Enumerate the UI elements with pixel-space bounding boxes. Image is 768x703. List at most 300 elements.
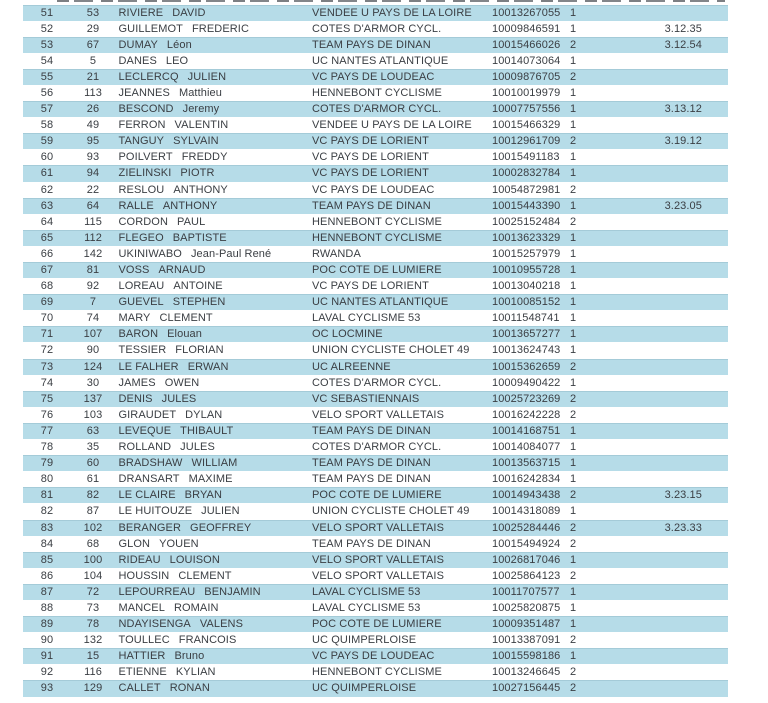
rider-name-cell [115,648,309,664]
rider-last-name: LE FALHER [118,360,179,373]
category-cell: 2 [570,634,577,647]
rank-cell: 63 [40,199,54,212]
rank-cell: 89 [40,618,54,631]
rider-first-name: GEOFFREY [190,521,252,534]
category-cell: 1 [570,119,577,132]
rank-cell: 84 [40,537,54,550]
category-cell: 1 [570,6,577,19]
license-number-cell: 10015598186 [492,650,561,663]
rider-first-name: JULIEN [201,505,240,518]
table-row [23,375,728,391]
rider-first-name: FREDERIC [191,22,249,35]
team-name-cell: TEAM PAYS DE DINAN [312,457,431,470]
bib-number-cell: 26 [86,103,100,116]
table-row [23,664,728,680]
rank-cell: 87 [40,585,54,598]
bib-number-cell: 61 [86,473,100,486]
time-cell [607,568,728,584]
team-name-cell: VELO SPORT VALLETAIS [312,553,445,566]
rider-name-cell [115,310,309,326]
time-cell [607,359,728,375]
bib-number-cell: 92 [86,280,100,293]
rank-cell: 52 [40,22,54,35]
time-cell [607,326,728,342]
table-row [23,584,728,600]
rank-cell: 69 [40,296,54,309]
rider-first-name: LOUISON [169,553,220,566]
bib-number-cell: 94 [86,167,100,180]
time-cell: 3.23.33 [664,521,702,534]
category-cell: 2 [570,521,577,534]
license-number-cell: 10027156445 [492,682,561,695]
team-name-cell: COTES D'ARMOR CYCL. [312,441,442,454]
rider-first-name: ROMAIN [173,601,219,614]
team-name-cell: VELO SPORT VALLETAIS [312,569,445,582]
team-name-cell: VC PAYS DE LORIENT [312,135,429,148]
category-cell: 2 [570,682,577,695]
category-cell: 1 [570,296,577,309]
license-number-cell: 10013657277 [492,328,561,341]
rider-first-name: THIBAULT [180,424,234,437]
rank-cell: 64 [40,215,54,228]
rider-name-cell [115,246,309,262]
team-name-cell: VC SEBASTIENNAIS [312,392,420,405]
category-cell: 2 [570,183,577,196]
rank-cell: 77 [40,424,54,437]
rider-name-cell [115,407,309,423]
rider-first-name: MAXIME [188,473,233,486]
time-cell [607,503,728,519]
rider-first-name: ANTOINE [173,280,223,293]
rank-cell: 62 [40,183,54,196]
rider-last-name: BESCOND [118,103,174,116]
rider-last-name: JEANNES [118,86,170,99]
team-name-cell: VELO SPORT VALLETAIS [312,408,445,421]
category-cell: 2 [570,666,577,679]
rider-name-cell [115,21,309,37]
category-cell: 1 [570,585,577,598]
license-number-cell: 10013387091 [492,634,561,647]
rider-last-name: BARON [118,328,159,341]
bib-number-cell: 102 [83,521,103,534]
table-row [23,69,728,85]
time-cell [607,182,728,198]
rider-first-name: ANTHONY [173,183,228,196]
table-row [23,53,728,69]
bib-number-cell: 93 [86,151,100,164]
time-cell [607,214,728,230]
rider-last-name: GUILLEMOT [118,22,183,35]
team-name-cell: VC PAYS DE LORIENT [312,280,429,293]
license-number-cell: 10014943438 [492,489,561,502]
table-row [23,439,728,455]
license-number-cell: 10009490422 [492,376,561,389]
rider-first-name: PIOTR [180,167,215,180]
rider-name-cell [115,37,309,53]
rider-last-name: RIDEAU [118,553,161,566]
rider-name-cell [115,568,309,584]
rider-first-name: Jeremy [182,103,220,116]
bib-number-cell: 29 [86,22,100,35]
rank-cell: 75 [40,392,54,405]
bib-number-cell: 112 [84,231,102,244]
rider-last-name: RALLE [118,199,154,212]
time-cell [607,680,728,696]
rider-name-cell [115,536,309,552]
table-row [23,552,728,568]
time-cell [607,342,728,358]
time-cell [607,552,728,568]
bib-number-cell: 116 [84,666,102,679]
rider-last-name: DANES [118,54,157,67]
time-cell [607,5,728,21]
rank-cell: 85 [40,553,54,566]
table-row [23,520,728,536]
team-name-cell: UC ALREENNE [312,360,391,373]
rider-name-cell [115,616,309,632]
category-cell: 2 [570,360,577,373]
time-cell [607,262,728,278]
team-name-cell: VENDEE U PAYS DE LA LOIRE [312,119,472,132]
team-name-cell: TEAM PAYS DE DINAN [312,199,431,212]
team-name-cell: LAVAL CYCLISME 53 [312,585,421,598]
rider-last-name: LECLERCQ [118,70,179,83]
license-number-cell: 10009846591 [492,22,561,35]
rider-last-name: LE CLAIRE [118,489,176,502]
rider-last-name: ROLLAND [118,441,172,454]
license-number-cell: 10013040218 [492,280,561,293]
rider-name-cell [115,391,309,407]
rider-last-name: GUEVEL [118,296,164,309]
team-name-cell: UC QUIMPERLOISE [312,682,417,695]
table-row [23,342,728,358]
rider-name-cell [115,520,309,536]
rider-last-name: FLEGEO [118,231,164,244]
time-cell: 3.23.05 [664,199,702,212]
license-number-cell: 10016242228 [492,408,561,421]
table-row [23,101,728,117]
rider-last-name: GIRAUDET [118,408,177,421]
table-row [23,230,728,246]
category-cell: 2 [570,408,577,421]
rank-cell: 81 [40,489,54,502]
rider-name-cell [115,375,309,391]
license-number-cell: 10026817046 [492,553,561,566]
table-row [23,149,728,165]
table-row [23,407,728,423]
license-number-cell: 10013267055 [492,6,561,19]
license-number-cell: 10025820875 [492,601,561,614]
time-cell [607,69,728,85]
license-number-cell: 10014084077 [492,441,561,454]
rider-last-name: BRADSHAW [118,457,183,470]
table-row [23,117,728,133]
category-cell: 1 [570,601,577,614]
category-cell: 1 [570,22,577,35]
bib-number-cell: 95 [86,135,100,148]
bib-number-cell: 74 [86,312,100,325]
rider-first-name: PAUL [177,215,206,228]
license-number-cell: 10013563715 [492,457,561,470]
license-number-cell: 10009876705 [492,70,561,83]
table-row [23,198,728,214]
rank-cell: 58 [40,119,54,132]
time-cell [607,455,728,471]
rider-last-name: VOSS [118,264,150,276]
bib-number-cell: 78 [86,618,100,631]
time-cell: 3.19.12 [664,135,702,148]
bib-number-cell: 67 [86,38,100,51]
rider-name-cell [115,278,309,294]
rider-name-cell [115,101,309,117]
rider-first-name: JULES [161,392,197,405]
rider-last-name: CORDON [118,215,168,228]
rank-cell: 67 [40,264,54,276]
rider-last-name: HATTIER [118,650,166,663]
bib-number-cell: 124 [83,360,103,373]
results-table [23,5,728,697]
category-cell: 2 [570,70,577,83]
rider-first-name: YOUEN [159,537,199,550]
rider-last-name: TANGUY [118,135,165,148]
rider-first-name: Jean-Paul René [190,247,272,260]
team-name-cell: TEAM PAYS DE DINAN [312,38,431,51]
rider-last-name: LEPOURREAU [118,585,196,598]
rider-first-name: ARNAUD [158,264,206,276]
team-name-cell: OC LOCMINE [312,328,383,341]
license-number-cell: 10015491183 [492,151,560,164]
bib-number-cell: 87 [86,505,100,518]
table-row [23,359,728,375]
rider-first-name: VALENTIN [174,119,229,132]
time-cell [607,294,728,310]
rider-last-name: GLON [118,537,151,550]
rider-name-cell [115,584,309,600]
bib-number-cell: 107 [83,328,103,341]
team-name-cell: TEAM PAYS DE DINAN [312,473,431,486]
rider-first-name: LEO [165,54,189,67]
rank-cell: 88 [40,601,54,614]
bib-number-cell: 21 [86,70,100,83]
rider-first-name: STEPHEN [172,296,226,309]
category-cell: 1 [570,247,577,260]
rider-first-name: VALENS [199,618,244,631]
rider-first-name: JULIEN [187,70,227,83]
team-name-cell: VELO SPORT VALLETAIS [312,521,445,534]
table-row [23,85,728,101]
table-row [23,632,728,648]
license-number-cell: 10010085152 [492,296,561,309]
table-row [23,214,728,230]
bib-number-cell: 30 [86,376,100,389]
license-number-cell: 10014168751 [492,424,561,437]
category-cell: 1 [570,650,577,663]
team-name-cell: VENDEE U PAYS DE LA LOIRE [312,6,472,19]
time-cell [607,471,728,487]
rank-cell: 70 [40,312,54,325]
team-name-cell: VC PAYS DE LOUDEAC [312,183,435,196]
team-name-cell: COTES D'ARMOR CYCL. [312,22,442,35]
bib-number-cell: 64 [86,199,100,212]
category-cell: 2 [570,38,577,51]
rider-name-cell [115,439,309,455]
team-name-cell: UNION CYCLISTE CHOLET 49 [312,344,470,357]
rider-name-cell [115,487,309,503]
rider-first-name: DYLAN [185,408,223,421]
rider-first-name: BENJAMIN [204,585,261,598]
rider-name-cell [115,326,309,342]
category-cell: 1 [570,473,577,486]
license-number-cell: 10011548741 [492,312,560,325]
team-name-cell: VC PAYS DE LORIENT [312,151,429,164]
rider-first-name: BRYAN [184,489,223,502]
license-number-cell: 10002832784 [492,167,561,180]
rider-first-name: ANTHONY [162,199,218,212]
time-cell [607,648,728,664]
bib-number-cell: 100 [83,553,103,566]
rider-last-name: POILVERT [118,151,173,164]
rank-cell: 79 [40,457,54,470]
rank-cell: 55 [40,70,54,83]
rider-first-name: Matthieu [178,86,222,99]
license-number-cell: 10025284446 [492,521,561,534]
rider-last-name: CALLET [118,682,161,695]
bib-number-cell: 90 [86,344,100,357]
team-name-cell: LAVAL CYCLISME 53 [312,312,421,325]
team-name-cell: TEAM PAYS DE DINAN [312,424,431,437]
category-cell: 1 [570,424,577,437]
bib-number-cell: 22 [86,183,100,196]
rider-name-cell [115,53,309,69]
team-name-cell: VC PAYS DE LOUDEAC [312,650,435,663]
license-number-cell: 10054872981 [492,183,561,196]
bib-number-cell: 73 [86,601,100,614]
rider-first-name: Bruno [174,650,205,663]
table-row [23,165,728,181]
time-cell [607,375,728,391]
time-cell [607,439,728,455]
table-row [23,680,728,696]
rider-name-cell [115,230,309,246]
category-cell: 2 [570,392,577,405]
time-cell [607,85,728,101]
rider-name-cell [115,149,309,165]
category-cell: 1 [570,344,577,357]
category-cell: 2 [570,489,577,502]
license-number-cell: 10015466026 [492,38,561,51]
rider-last-name: MARY [118,312,151,325]
bib-number-cell: 115 [84,215,102,228]
rank-cell: 59 [40,135,54,148]
rider-last-name: TESSIER [118,344,167,357]
bib-number-cell: 49 [86,119,100,132]
table-row [23,600,728,616]
bib-number-cell: 35 [86,441,100,454]
time-cell [607,165,728,181]
team-name-cell: UC QUIMPERLOISE [312,634,417,647]
bib-number-cell: 68 [86,537,100,550]
rider-first-name: FRANCOIS [178,634,237,647]
rider-last-name: RIVIERE [118,6,164,19]
category-cell: 1 [570,103,577,116]
license-number-cell: 10010019979 [492,86,561,99]
rank-cell: 74 [40,376,54,389]
time-cell [607,117,728,133]
rider-last-name: DUMAY [118,38,158,51]
bib-number-cell: 142 [83,247,103,260]
rider-name-cell [115,117,309,133]
team-name-cell: HENNEBONT CYCLISME [312,231,442,244]
time-cell [607,616,728,632]
category-cell: 1 [570,328,577,341]
category-cell: 1 [570,553,577,566]
rider-last-name: MANCEL [118,601,165,614]
category-cell: 1 [570,231,577,244]
bib-number-cell: 60 [86,457,100,470]
time-cell [607,536,728,552]
category-cell: 1 [570,199,577,212]
table-row [23,423,728,439]
rider-name-cell [115,455,309,471]
table-row [23,262,728,278]
category-cell: 2 [570,215,577,228]
team-name-cell: VC PAYS DE LORIENT [312,167,429,180]
rank-cell: 60 [40,151,54,164]
rider-name-cell [115,342,309,358]
license-number-cell: 10011707577 [492,585,560,598]
team-name-cell: TEAM PAYS DE DINAN [312,537,431,550]
table-row [23,391,728,407]
rider-first-name: Léon [166,38,192,51]
rank-cell: 57 [40,103,54,116]
time-cell [607,310,728,326]
team-name-cell: LAVAL CYCLISME 53 [312,601,421,614]
license-number-cell: 10025723269 [492,392,561,405]
bib-number-cell: 72 [86,585,100,598]
table-row [23,616,728,632]
rider-last-name: ETIENNE [118,666,167,679]
rider-last-name: NDAYISENGA [118,618,191,631]
rank-cell: 78 [40,441,54,454]
time-cell [607,230,728,246]
rank-cell: 53 [40,38,54,51]
rider-last-name: LOREAU [118,280,165,293]
rank-cell: 73 [40,360,54,373]
table-row [23,471,728,487]
table-row [23,21,728,37]
license-number-cell: 10014073064 [492,54,561,67]
category-cell: 1 [570,441,577,454]
table-row [23,503,728,519]
rider-last-name: FERRON [118,119,166,132]
time-cell [607,584,728,600]
rider-last-name: LEVEQUE [118,424,172,437]
bib-number-cell: 5 [89,54,97,67]
bib-number-cell: 82 [86,489,100,502]
team-name-cell: HENNEBONT CYCLISME [312,666,442,679]
rank-cell: 90 [40,634,54,647]
license-number-cell: 10012961709 [492,135,561,148]
table-row [23,133,728,149]
rider-last-name: LE HUITOUZE [118,505,193,518]
rider-first-name: WILLIAM [191,457,238,470]
rider-name-cell [115,182,309,198]
rider-name-cell [115,85,309,101]
rank-cell: 91 [40,650,54,663]
time-cell [607,632,728,648]
rider-name-cell [115,133,309,149]
rank-cell: 93 [40,682,54,695]
